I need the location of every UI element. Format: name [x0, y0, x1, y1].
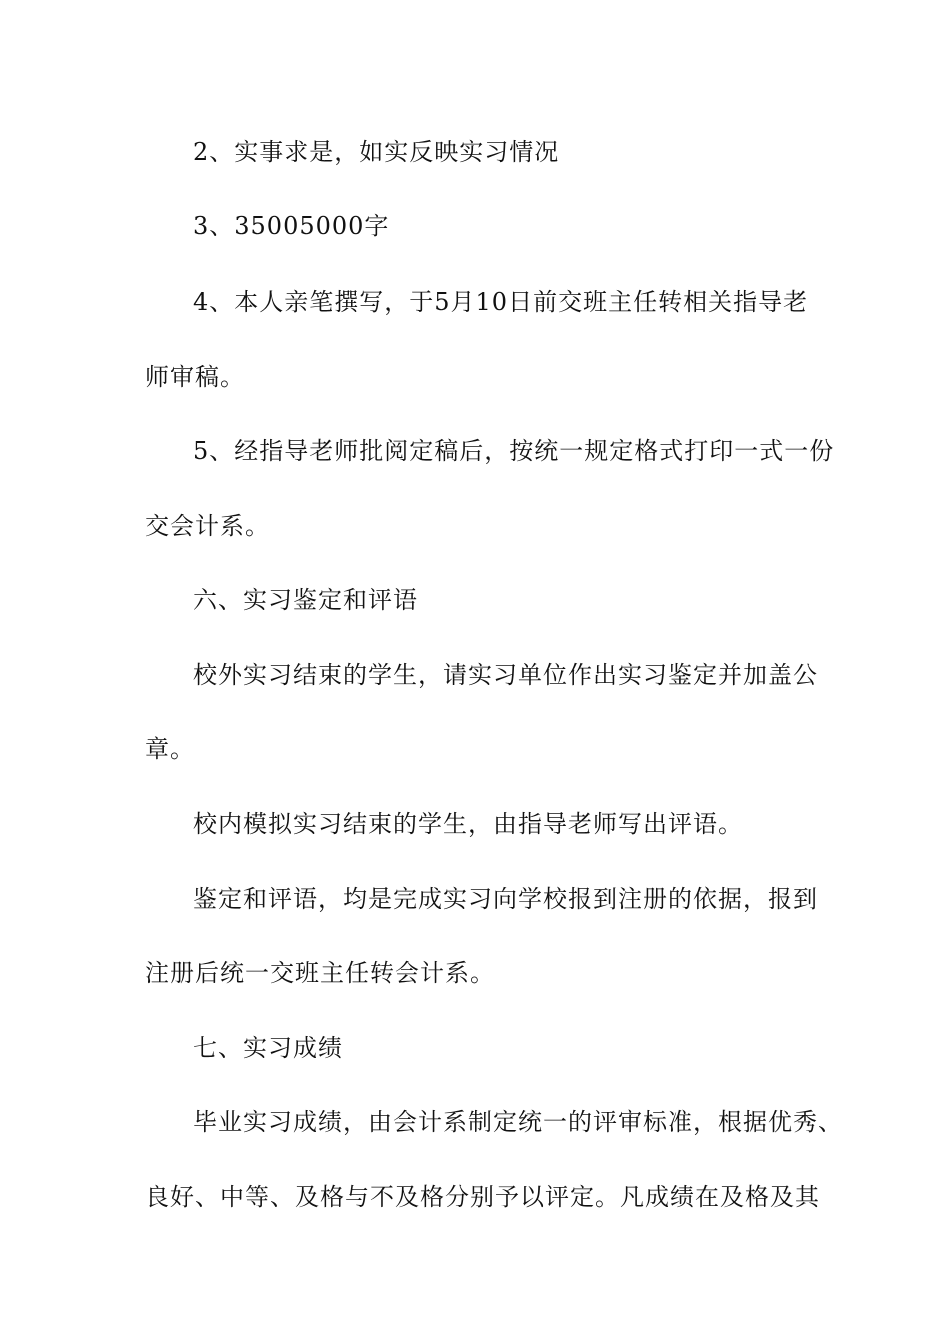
- section-7-heading: 七、实习成绩: [193, 1034, 343, 1062]
- section-6-paragraph-1-continued: 章。: [145, 735, 195, 763]
- item-5-text: 5、经指导老师批阅定稿后，按统一规定格式打印一式一份: [193, 437, 835, 465]
- section-7-paragraph-1: 毕业实习成绩，由会计系制定统一的评审标准，根据优秀、: [193, 1108, 843, 1136]
- section-6-paragraph-1: 校外实习结束的学生，请实习单位作出实习鉴定并加盖公: [193, 661, 818, 689]
- item-2-text: 2、实事求是，如实反映实习情况: [193, 138, 560, 166]
- item-4-text-continued: 师审稿。: [145, 363, 245, 391]
- item-3-text: 3、35005000字: [193, 212, 390, 240]
- section-6-paragraph-3: 鉴定和评语，均是完成实习向学校报到注册的依据，报到: [193, 885, 818, 913]
- section-6-paragraph-3-continued: 注册后统一交班主任转会计系。: [145, 959, 495, 987]
- section-7-paragraph-1-continued: 良好、中等、及格与不及格分别予以评定。凡成绩在及格及其: [145, 1183, 820, 1211]
- item-4-text: 4、本人亲笔撰写，于5月10日前交班主任转相关指导老: [193, 288, 809, 316]
- section-6-heading: 六、实习鉴定和评语: [193, 586, 418, 614]
- item-5-text-continued: 交会计系。: [145, 512, 270, 540]
- section-6-paragraph-2: 校内模拟实习结束的学生，由指导老师写出评语。: [193, 810, 743, 838]
